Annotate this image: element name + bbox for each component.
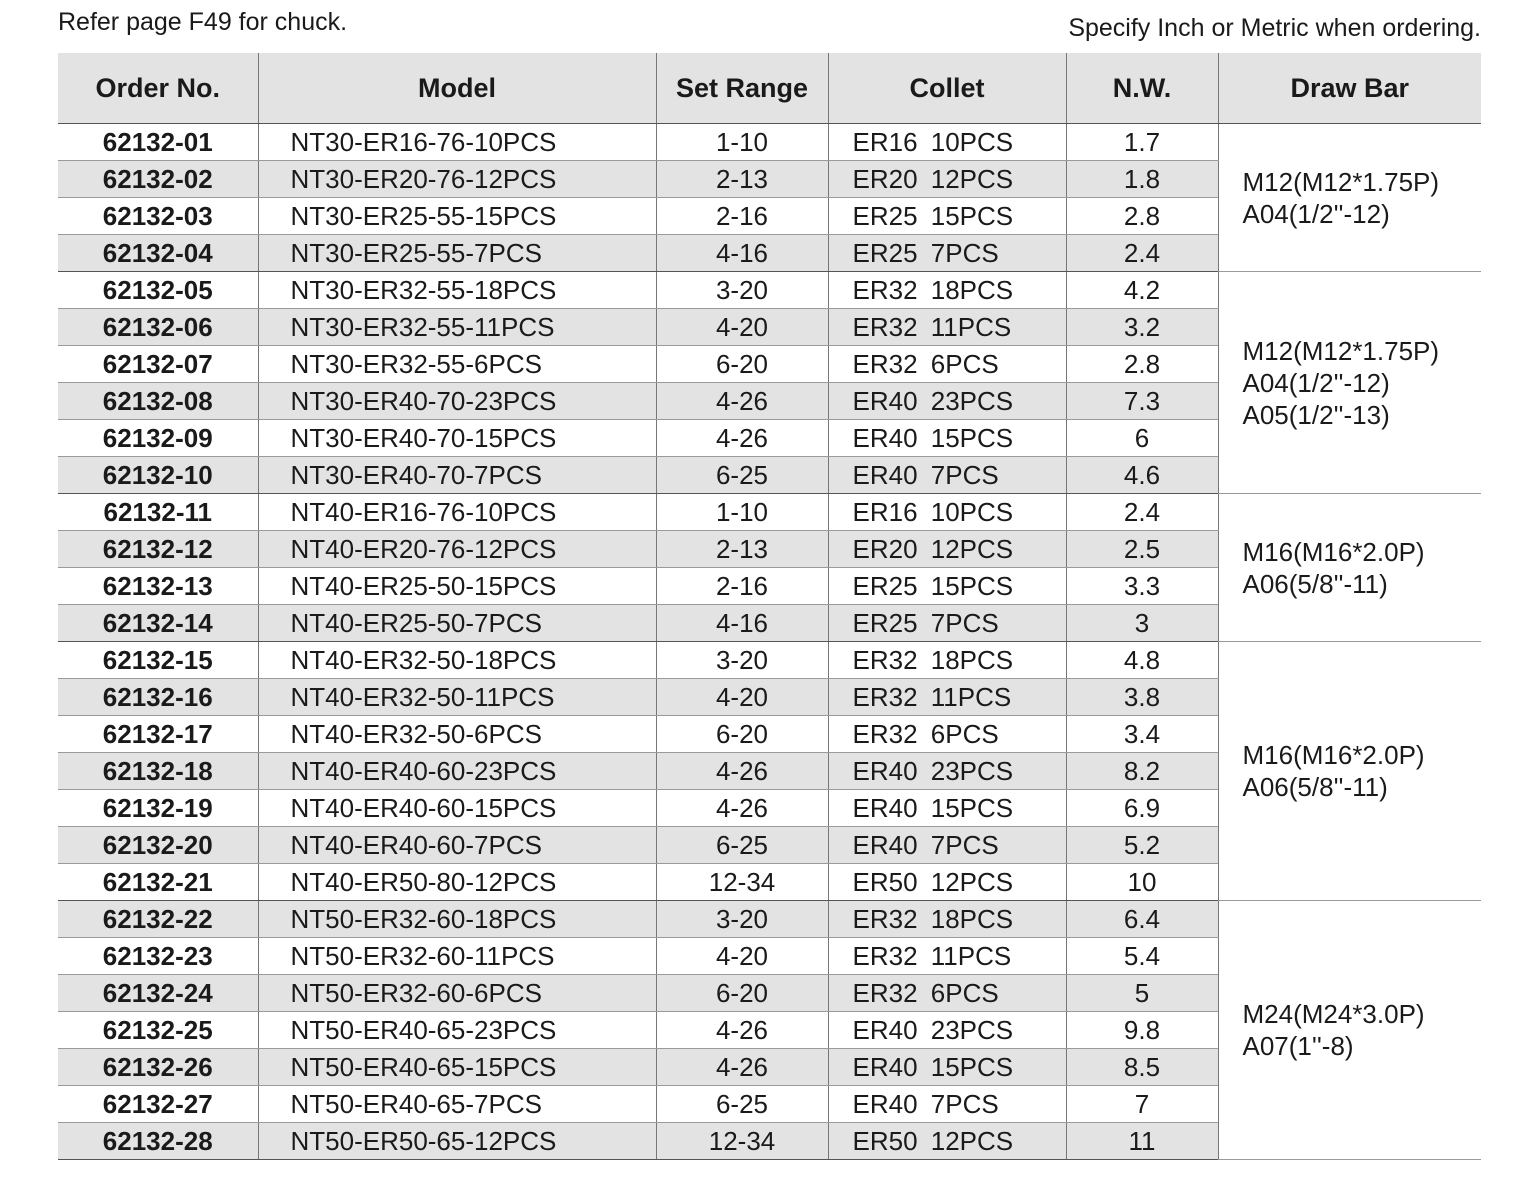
set-range-cell: 2-13 <box>656 161 828 198</box>
model-cell: NT40-ER25-50-7PCS <box>258 605 656 642</box>
set-range-cell: 6-25 <box>656 1086 828 1123</box>
nw-cell: 11 <box>1066 1123 1218 1160</box>
nw-cell: 5.2 <box>1066 827 1218 864</box>
model-cell: NT50-ER32-60-6PCS <box>258 975 656 1012</box>
set-range-cell: 4-20 <box>656 679 828 716</box>
collet-cell: ER40 7PCS <box>828 827 1066 864</box>
nw-cell: 5.4 <box>1066 938 1218 975</box>
model-cell: NT30-ER16-76-10PCS <box>258 124 656 161</box>
order-no-cell: 62132-24 <box>58 975 258 1012</box>
draw-bar-spec: A06(5/8''-11) <box>1242 568 1388 599</box>
model-cell: NT30-ER40-70-15PCS <box>258 420 656 457</box>
collet-cell: ER32 6PCS <box>828 716 1066 753</box>
draw-bar-spec: A07(1''-8) <box>1242 1031 1354 1061</box>
table-row <box>58 642 1481 679</box>
collet-cell: ER40 15PCS <box>828 420 1066 457</box>
order-no-cell: 62132-02 <box>58 161 258 198</box>
collet-cell: ER25 7PCS <box>828 605 1066 642</box>
model-cell: NT30-ER25-55-15PCS <box>258 198 656 235</box>
model-cell: NT40-ER40-60-15PCS <box>258 790 656 827</box>
collet-cell: ER40 15PCS <box>828 1049 1066 1086</box>
model-cell: NT50-ER40-65-7PCS <box>258 1086 656 1123</box>
collet-cell: ER40 7PCS <box>828 1086 1066 1123</box>
model-cell: NT40-ER20-76-12PCS <box>258 531 656 568</box>
model-cell: NT40-ER25-50-15PCS <box>258 568 656 605</box>
order-no-cell: 62132-16 <box>58 679 258 716</box>
order-no-cell: 62132-19 <box>58 790 258 827</box>
order-no-cell: 62132-01 <box>58 124 258 161</box>
collet-cell: ER16 10PCS <box>828 494 1066 531</box>
collet-cell: ER32 18PCS <box>828 642 1066 679</box>
set-range-cell: 4-26 <box>656 753 828 790</box>
draw-bar-cell <box>1218 124 1481 272</box>
set-range-cell: 3-20 <box>656 642 828 679</box>
collet-cell: ER40 23PCS <box>828 1012 1066 1049</box>
order-no-cell: 62132-11 <box>58 494 258 531</box>
set-range-cell: 1-10 <box>656 124 828 161</box>
nw-cell: 3 <box>1066 605 1218 642</box>
set-range-cell: 4-26 <box>656 1049 828 1086</box>
table-row <box>58 124 1481 161</box>
nw-cell: 3.4 <box>1066 716 1218 753</box>
nw-cell: 3.3 <box>1066 568 1218 605</box>
draw-bar-spec: M16(M16*2.0P) <box>1242 536 1425 567</box>
order-no-cell: 62132-08 <box>58 383 258 420</box>
model-cell: NT30-ER25-55-7PCS <box>258 235 656 272</box>
table-row <box>58 494 1481 531</box>
header-row <box>58 53 1481 124</box>
set-range-cell: 12-34 <box>656 1123 828 1160</box>
set-range-cell: 3-20 <box>656 901 828 938</box>
order-no-cell: 62132-14 <box>58 605 258 642</box>
draw-bar-spec: M16(M16*2.0P) <box>1242 740 1425 770</box>
model-cell: NT50-ER50-65-12PCS <box>258 1123 656 1160</box>
nw-cell: 9.8 <box>1066 1012 1218 1049</box>
table-body <box>58 124 1481 1160</box>
draw-bar-spec: A04(1/2''-12) <box>1242 367 1390 398</box>
set-range-cell: 12-34 <box>656 864 828 901</box>
order-no-cell: 62132-10 <box>58 457 258 494</box>
nw-cell: 8.2 <box>1066 753 1218 790</box>
model-cell: NT40-ER50-80-12PCS <box>258 864 656 901</box>
order-no-cell: 62132-27 <box>58 1086 258 1123</box>
set-range-cell: 2-13 <box>656 531 828 568</box>
model-cell: NT50-ER40-65-23PCS <box>258 1012 656 1049</box>
model-cell: NT50-ER40-65-15PCS <box>258 1049 656 1086</box>
header-set-range: Set Range <box>656 53 828 124</box>
set-range-cell: 3-20 <box>656 272 828 309</box>
draw-bar-spec: M24(M24*3.0P) <box>1242 999 1425 1029</box>
table-row <box>58 901 1481 938</box>
order-table <box>58 53 1481 1160</box>
order-no-cell: 62132-09 <box>58 420 258 457</box>
collet-cell: ER32 18PCS <box>828 272 1066 309</box>
set-range-cell: 1-10 <box>656 494 828 531</box>
nw-cell: 1.8 <box>1066 161 1218 198</box>
model-cell: NT30-ER32-55-6PCS <box>258 346 656 383</box>
table-row <box>58 272 1481 309</box>
model-cell: NT40-ER32-50-18PCS <box>258 642 656 679</box>
model-cell: NT50-ER32-60-18PCS <box>258 901 656 938</box>
nw-cell: 3.8 <box>1066 679 1218 716</box>
set-range-cell: 4-26 <box>656 1012 828 1049</box>
draw-bar-cell <box>1218 494 1481 642</box>
nw-cell: 2.5 <box>1066 531 1218 568</box>
collet-cell: ER25 7PCS <box>828 235 1066 272</box>
collet-cell: ER20 12PCS <box>828 161 1066 198</box>
set-range-cell: 6-20 <box>656 975 828 1012</box>
set-range-cell: 4-16 <box>656 235 828 272</box>
nw-cell: 4.2 <box>1066 272 1218 309</box>
collet-cell: ER50 12PCS <box>828 1123 1066 1160</box>
model-cell: NT30-ER32-55-18PCS <box>258 272 656 309</box>
order-no-cell: 62132-15 <box>58 642 258 679</box>
nw-cell: 2.4 <box>1066 235 1218 272</box>
header-model: Model <box>258 53 656 124</box>
set-range-cell: 6-20 <box>656 346 828 383</box>
order-no-cell: 62132-28 <box>58 1123 258 1160</box>
nw-cell: 8.5 <box>1066 1049 1218 1086</box>
set-range-cell: 4-16 <box>656 605 828 642</box>
order-no-cell: 62132-13 <box>58 568 258 605</box>
set-range-cell: 6-20 <box>656 716 828 753</box>
collet-cell: ER40 23PCS <box>828 753 1066 790</box>
nw-cell: 2.8 <box>1066 198 1218 235</box>
draw-bar-spec: A04(1/2''-12) <box>1242 198 1390 229</box>
model-cell: NT30-ER40-70-7PCS <box>258 457 656 494</box>
nw-cell: 2.4 <box>1066 494 1218 531</box>
order-no-cell: 62132-05 <box>58 272 258 309</box>
set-range-cell: 6-25 <box>656 827 828 864</box>
draw-bar-spec: M12(M12*1.75P) <box>1242 166 1440 197</box>
collet-cell: ER32 11PCS <box>828 679 1066 716</box>
nw-cell: 4.8 <box>1066 642 1218 679</box>
ordering-note: Specify Inch or Metric when ordering. <box>1068 14 1481 42</box>
model-cell: NT30-ER32-55-11PCS <box>258 309 656 346</box>
model-cell: NT40-ER40-60-23PCS <box>258 753 656 790</box>
nw-cell: 6.4 <box>1066 901 1218 938</box>
order-no-cell: 62132-22 <box>58 901 258 938</box>
set-range-cell: 4-26 <box>656 420 828 457</box>
collet-cell: ER40 23PCS <box>828 383 1066 420</box>
order-no-cell: 62132-06 <box>58 309 258 346</box>
collet-cell: ER50 12PCS <box>828 864 1066 901</box>
order-no-cell: 62132-21 <box>58 864 258 901</box>
header-nw: N.W. <box>1066 53 1218 124</box>
collet-cell: ER32 11PCS <box>828 938 1066 975</box>
nw-cell: 6 <box>1066 420 1218 457</box>
collet-cell: ER32 18PCS <box>828 901 1066 938</box>
set-range-cell: 2-16 <box>656 198 828 235</box>
model-cell: NT40-ER40-60-7PCS <box>258 827 656 864</box>
collet-cell: ER16 10PCS <box>828 124 1066 161</box>
draw-bar-cell <box>1218 642 1481 901</box>
header-collet: Collet <box>828 53 1066 124</box>
order-no-cell: 62132-04 <box>58 235 258 272</box>
collet-cell: ER25 15PCS <box>828 198 1066 235</box>
set-range-cell: 4-26 <box>656 790 828 827</box>
collet-cell: ER32 6PCS <box>828 346 1066 383</box>
set-range-cell: 4-26 <box>656 383 828 420</box>
collet-cell: ER32 6PCS <box>828 975 1066 1012</box>
model-cell: NT40-ER32-50-6PCS <box>258 716 656 753</box>
order-no-cell: 62132-12 <box>58 531 258 568</box>
collet-cell: ER40 15PCS <box>828 790 1066 827</box>
draw-bar-cell <box>1218 272 1481 494</box>
nw-cell: 2.8 <box>1066 346 1218 383</box>
collet-cell: ER32 11PCS <box>828 309 1066 346</box>
order-no-cell: 62132-23 <box>58 938 258 975</box>
order-no-cell: 62132-26 <box>58 1049 258 1086</box>
draw-bar-spec: A06(5/8''-11) <box>1242 772 1388 802</box>
nw-cell: 3.2 <box>1066 309 1218 346</box>
set-range-cell: 2-16 <box>656 568 828 605</box>
order-no-cell: 62132-20 <box>58 827 258 864</box>
model-cell: NT30-ER40-70-23PCS <box>258 383 656 420</box>
set-range-cell: 6-25 <box>656 457 828 494</box>
order-no-cell: 62132-17 <box>58 716 258 753</box>
collet-cell: ER20 12PCS <box>828 531 1066 568</box>
nw-cell: 1.7 <box>1066 124 1218 161</box>
header-order-no: Order No. <box>58 53 258 124</box>
order-no-cell: 62132-07 <box>58 346 258 383</box>
model-cell: NT50-ER32-60-11PCS <box>258 938 656 975</box>
order-no-cell: 62132-25 <box>58 1012 258 1049</box>
order-no-cell: 62132-18 <box>58 753 258 790</box>
nw-cell: 4.6 <box>1066 457 1218 494</box>
draw-bar-spec: A05(1/2''-13) <box>1242 399 1390 430</box>
model-cell: NT30-ER20-76-12PCS <box>258 161 656 198</box>
set-range-cell: 4-20 <box>656 938 828 975</box>
draw-bar-spec: M12(M12*1.75P) <box>1242 335 1440 366</box>
header-draw-bar: Draw Bar <box>1218 53 1481 124</box>
set-range-cell: 4-20 <box>656 309 828 346</box>
collet-cell: ER40 7PCS <box>828 457 1066 494</box>
draw-bar-cell <box>1218 901 1481 1160</box>
nw-cell: 10 <box>1066 864 1218 901</box>
collet-cell: ER25 15PCS <box>828 568 1066 605</box>
nw-cell: 6.9 <box>1066 790 1218 827</box>
nw-cell: 7.3 <box>1066 383 1218 420</box>
order-no-cell: 62132-03 <box>58 198 258 235</box>
model-cell: NT40-ER16-76-10PCS <box>258 494 656 531</box>
model-cell: NT40-ER32-50-11PCS <box>258 679 656 716</box>
nw-cell: 7 <box>1066 1086 1218 1123</box>
nw-cell: 5 <box>1066 975 1218 1012</box>
chuck-reference-note: Refer page F49 for chuck. <box>58 8 348 36</box>
